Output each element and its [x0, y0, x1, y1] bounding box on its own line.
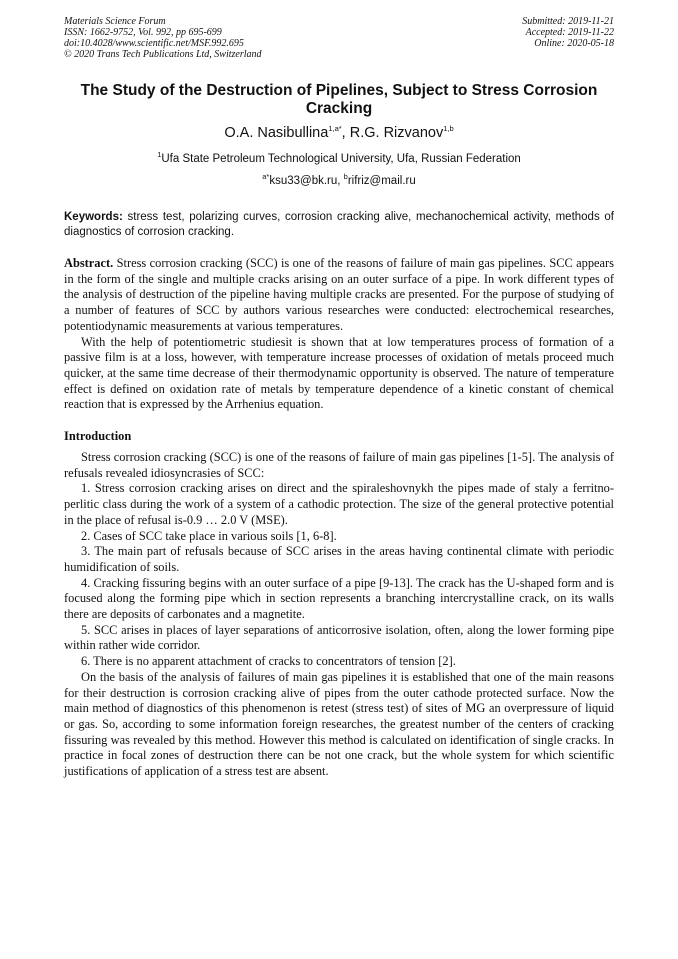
- copyright-line: © 2020 Trans Tech Publications Ltd, Switzerland: [64, 49, 262, 60]
- abstract-paragraph: [64, 256, 614, 335]
- affiliation-mark: 1: [157, 150, 162, 160]
- introduction-section: [64, 450, 614, 780]
- section-heading-introduction: Introduction: [64, 429, 132, 444]
- list-item: 6. There is no apparent attachment of cracks to concentrators of tension [2].: [81, 654, 456, 669]
- keywords-text: stress test, polarizing curves, corrosion cracking alive, mechanochemical activity, methods of diagnostics of corrosion cracking.: [64, 211, 614, 238]
- keywords-section: [64, 210, 614, 239]
- list-item: 3. The main part of refusals because of SCC arises in the areas having continental climate with periodic humidification of soils.: [64, 544, 614, 574]
- author-separator: ,: [341, 125, 350, 141]
- journal-name: Materials Science Forum: [64, 16, 166, 27]
- author-list: [64, 125, 614, 142]
- paper-title: The Study of the Destruction of Pipelines, Subject to Stress Corrosion Cracking: [80, 82, 598, 117]
- list-item: 2. Cases of SCC take place in various soils [1, 6-8].: [81, 528, 337, 543]
- abstract-section: [64, 256, 614, 413]
- author-name: R.G. Rizvanov: [349, 125, 444, 141]
- email-mark: a*: [262, 172, 270, 182]
- publication-dates: [522, 16, 614, 60]
- body-paragraph: On the basis of the analysis of failures of main gas pipelines it is established that one of the main reasons for their destruction is corrosion cracking alive of pipes from the outer cathode protected surface. Now the main method of diagnostics of this phenomenon is retest (stress test) of sites of MG an overpressure of liquid or gas. So, according to some information foreign researches, the greatest number of the centers of cracking fissuring was revealed by this method. However this method is calculated on identification of single cracks. In practice in focal zones of destruction there can be not one crack, but the whole system for which scientific justifications of application of a stress test are absent.: [64, 669, 614, 779]
- author-name: O.A. Nasibullina: [224, 125, 329, 141]
- abstract-paragraph: With the help of potentiometric studiesit is shown that at low temperatures process of formation of a passive film is at a loss, however, with temperature increase processes of oxidation of metals proceed much quicker, at the same time decrease of their thermodynamic opportunity is observed. The nature of temperature effect is defined on oxidation rate of metals by temperature dependence of a kinetic constant of chemical reaction that is expressed by the Arrhenius equation.: [64, 334, 614, 412]
- list-item: 1. Stress corrosion cracking arises on direct and the spiraleshovnykh the pipes made of staly a ferritno-perlitic class during the work of a system of a cathodic protection. The size of the general protective potential in the place of refusal is-0.9 … 2.0 V (MSE).: [64, 481, 614, 527]
- doi-line: doi:10.4028/www.scientific.net/MSF.992.695: [64, 38, 244, 49]
- publication-header: [64, 16, 614, 60]
- affiliation-text: Ufa State Petroleum Technological University, Ufa, Russian Federation: [161, 153, 521, 165]
- list-item: 5. SCC arises in places of layer separations of anticorrosive isolation, often, along the lower forming pipe within rather wide corridor.: [64, 622, 614, 653]
- author-affiliation-mark: 1,b: [443, 124, 454, 134]
- email-text: rifriz@mail.ru: [347, 175, 416, 187]
- paper-page: [64, 16, 614, 780]
- submitted-date: Submitted: 2019-11-21: [522, 16, 614, 27]
- issn-line: ISSN: 1662-9752, Vol. 992, pp 695-699: [64, 27, 222, 38]
- abstract-label: Abstract.: [64, 256, 114, 270]
- author-emails: [64, 174, 614, 188]
- accepted-date: Accepted: 2019-11-22: [525, 27, 614, 38]
- publication-info: [64, 16, 262, 60]
- email-text: ksu33@bk.ru,: [269, 175, 344, 187]
- affiliation: [64, 152, 614, 166]
- email-mark: b: [343, 172, 348, 182]
- body-paragraph: Stress corrosion cracking (SCC) is one of the reasons of failure of main gas pipelines [1-5]. The analysis of refusals revealed idiosyncrasies of SCC:: [64, 450, 614, 480]
- online-date: Online: 2020-05-18: [534, 38, 614, 49]
- abstract-text: Stress corrosion cracking (SCC) is one of the reasons of failure of main gas pipelines. SCC appears in the form of the single and multiple cracks arising on an outer surface of a pipe. In work different types of the analysis of destruction of the pipeline having multiple cracks are presented. For the purpose of studying of a number of features of SCC by authors various researches were conducted: electrochemical researches, potentiodynamic measurements at various temperatures.: [64, 256, 614, 333]
- keywords-label: Keywords:: [64, 211, 123, 223]
- author-affiliation-mark: 1,a*: [328, 124, 342, 134]
- list-item: 4. Cracking fissuring begins with an outer surface of a pipe [9-13]. The crack has the U-shaped form and is focused along the forming pipe which in section represents a branching intercrystalline crack, on its walls there are deposits of carbonates and a magnetite.: [64, 575, 614, 622]
